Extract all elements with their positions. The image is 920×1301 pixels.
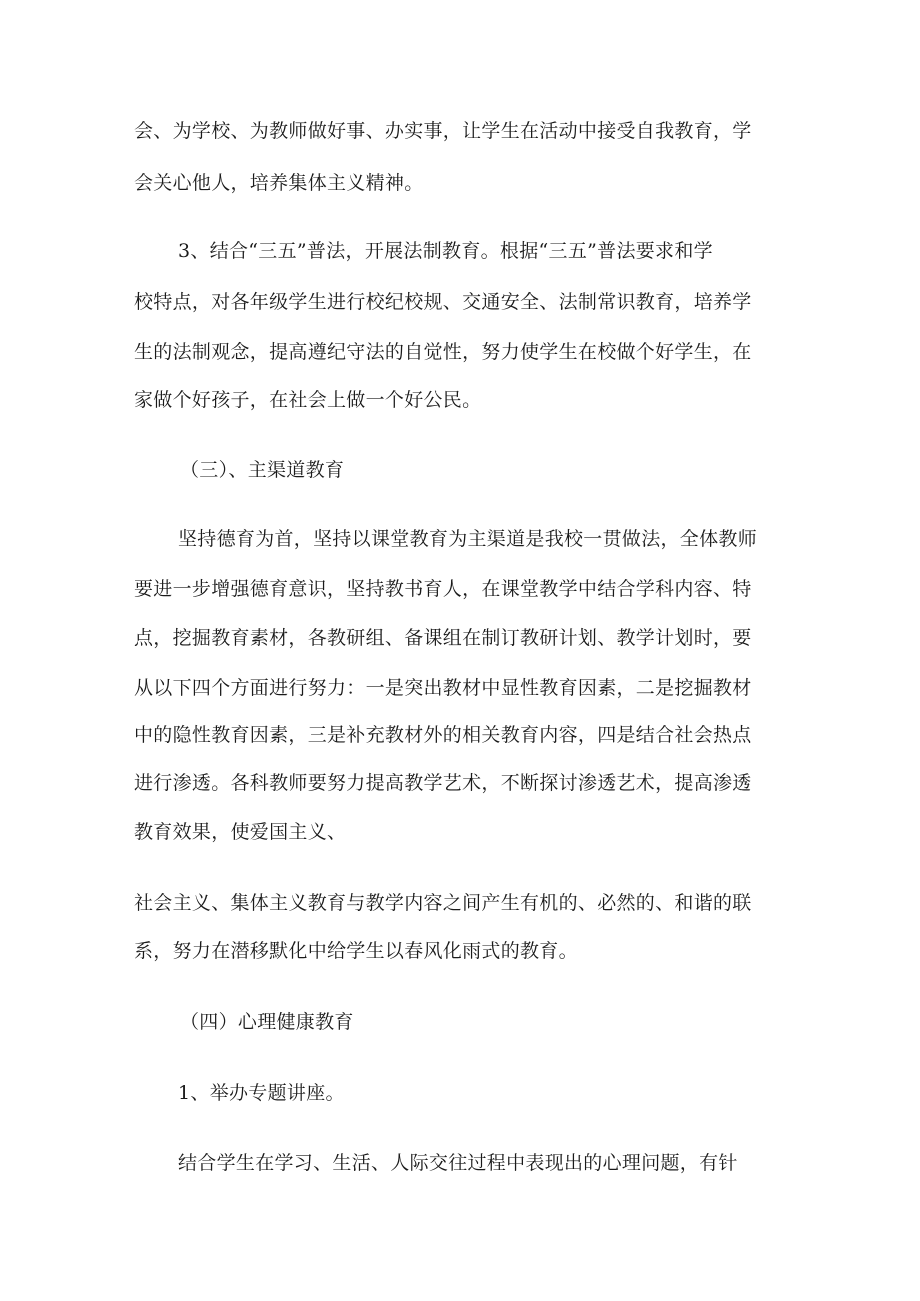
section-heading: （三）、主渠道教育: [180, 459, 345, 481]
paragraph-line: 生的法制观念，提高遵纪守法的自觉性，努力使学生在校做个好学生，在: [134, 341, 752, 363]
section-heading: （四）心理健康教育: [180, 1011, 354, 1033]
paragraph-line: 点，挖掘教育素材，各教研组、备课组在制订教研计划、教学计划时，要: [134, 627, 752, 649]
paragraph-line: 会、为学校、为教师做好事、办实事，让学生在活动中接受自我教育，学: [134, 120, 752, 142]
paragraph-line: 社会主义、集体主义教育与教学内容之间产生有机的、必然的、和谐的联: [134, 892, 752, 914]
paragraph-line: 从以下四个方面进行努力：一是突出教材中显性教育因素，二是挖掘教材: [134, 677, 752, 699]
paragraph-line: 家做个好孩子，在社会上做一个好公民。: [134, 389, 482, 411]
paragraph-line: 3、结合“三五”普法，开展法制教育。根据“三五”普法要求和学: [178, 240, 713, 262]
paragraph-line: 结合学生在学习、生活、人际交往过程中表现出的心理问题，有针: [178, 1152, 738, 1174]
paragraph-line: 进行渗透。各科教师要努力提高教学艺术，不断探讨渗透艺术，提高渗透: [134, 772, 752, 794]
list-item: 1、举办专题讲座。: [178, 1082, 345, 1104]
paragraph-line: 教育效果，使爱国主义、: [134, 821, 347, 843]
paragraph-line: 校特点，对各年级学生进行校纪校规、交通安全、法制常识教育，培养学: [134, 291, 752, 313]
paragraph-line: 会关心他人，培养集体主义精神。: [134, 172, 424, 194]
paragraph-line: 系，努力在潜移默化中给学生以春风化雨式的教育。: [134, 940, 578, 962]
paragraph-line: 中的隐性教育因素，三是补充教材外的相关教育内容，四是结合社会热点: [134, 724, 752, 746]
paragraph-line: 要进一步增强德育意识，坚持教书育人，在课堂教学中结合学科内容、特: [134, 578, 752, 600]
paragraph-line: 坚持德育为首，坚持以课堂教育为主渠道是我校一贯做法，全体教师: [178, 528, 758, 550]
